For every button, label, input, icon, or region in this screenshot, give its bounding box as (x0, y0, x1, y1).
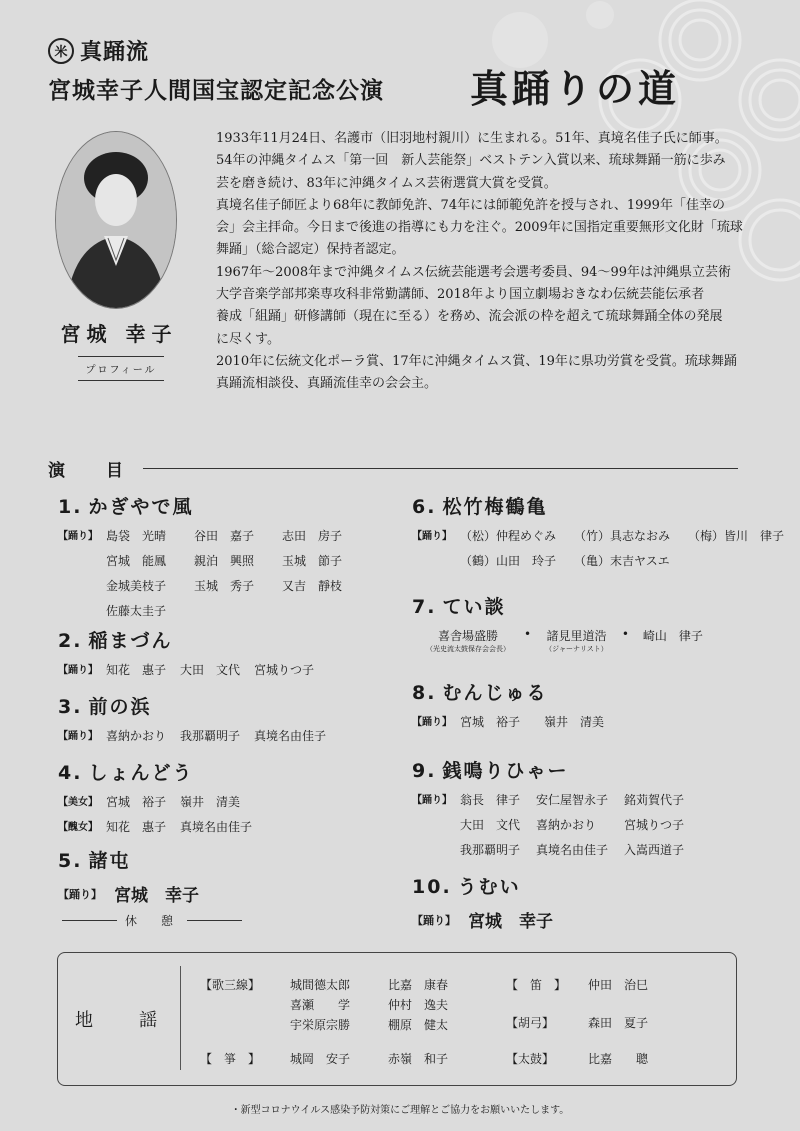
instrument-label: 【歌三線】 (200, 978, 261, 992)
dancer-name: 玉城 秀子 (194, 579, 255, 593)
program-heading (48, 456, 738, 481)
bio-line: 1967年～2008年まで沖縄タイムス伝統芸能選考会選考委員、94～99年は沖縄県立芸術 (216, 264, 731, 280)
dancer-name: （亀）末吉ヤスエ (574, 554, 670, 568)
dancer-name: 宮城 能鳳 (106, 554, 167, 568)
dancer-name: 宮城りつ子 (254, 663, 315, 677)
school-logo (48, 35, 149, 66)
item-number: 1. (58, 496, 83, 518)
musician-row (200, 1016, 448, 1033)
item-number: 7. (412, 596, 437, 618)
musician-row (200, 1050, 448, 1067)
item-number: 5. (58, 850, 83, 872)
musician-name: 森田 夏子 (588, 1016, 649, 1030)
item-title: むんじゅる (442, 682, 548, 704)
musician-name: 宇栄原宗勝 (290, 1018, 351, 1032)
program-item-3 (58, 692, 326, 744)
dancer-name: 我那覇明子 (460, 843, 521, 857)
crest-icon: 米 (48, 38, 74, 64)
role-label: 【踊り】 (58, 887, 102, 901)
dancer-name: （鶴）山田 玲子 (460, 554, 557, 568)
bio-line: 大学音楽学部邦楽専攻科非常勤講師、2018年より国立劇場おきなわ伝統芸能伝承者 (216, 287, 705, 303)
performer-photo (56, 132, 176, 308)
dancer-name: 親泊 興照 (194, 554, 255, 568)
program-item-5 (58, 846, 199, 906)
instrument-label: 【 箏 】 (200, 1052, 261, 1066)
dancer-name: 宮城 幸子 (114, 886, 199, 906)
speaker-name: 喜舎場盛勝 (437, 629, 498, 643)
dancer-name: 安仁屋智永子 (536, 793, 609, 807)
program-item-2 (58, 626, 314, 678)
dancer-name: 真境名由佳子 (536, 843, 609, 857)
musician-row (506, 976, 648, 993)
covid-notice: ・新型コロナウイルス感染予防対策にご理解とご協力をお願いいたします。 (230, 1105, 570, 1116)
program-item-9 (412, 756, 684, 858)
musician-row (200, 976, 448, 993)
item-title: 諸屯 (88, 850, 131, 872)
role-label: 【踊り】 (58, 665, 98, 676)
bio-line: 2010年に伝統文化ポーラ賞、17年に沖縄タイムス賞、19年に県功労賞を受賞。琉球舞踊 (216, 353, 737, 369)
dancer-name: 谷田 嘉子 (194, 529, 255, 543)
item-title: 銭鳴りひゃー (442, 760, 569, 782)
role-label: 【踊り】 (58, 531, 98, 542)
item-number: 3. (58, 696, 83, 718)
dancer-name: 宮城 裕子 (460, 715, 521, 729)
program-item-6 (412, 492, 784, 569)
musician-name: 城間德太郎 (290, 978, 351, 992)
role-label: 【踊り】 (412, 531, 452, 542)
dancer-name: 宮城 幸子 (468, 912, 553, 932)
bio-line: に尽くす。 (216, 331, 280, 347)
dancer-name: 知花 惠子 (106, 663, 167, 677)
dancer-name: 玉城 節子 (282, 554, 343, 568)
role-label: 【踊り】 (412, 795, 452, 806)
instrument-label: 【 笛 】 (506, 978, 567, 992)
item-number: 9. (412, 760, 437, 782)
program-item-1 (58, 492, 356, 619)
dancer-name: 金城美枝子 (106, 579, 167, 593)
divider (180, 966, 181, 1070)
dancer-name: 真境名由佳子 (180, 820, 253, 834)
bio-line: 真踊流相談役、真踊流佳幸の会会主。 (216, 376, 438, 392)
role-label: 【踊り】 (412, 913, 456, 927)
musician-name: 赤嶺 和子 (388, 1052, 449, 1066)
dancer-name: 嶺井 清美 (180, 795, 241, 809)
dancer-name: 島袋 光晴 (106, 529, 167, 543)
item-title: しょんどう (88, 762, 194, 784)
divider (187, 920, 242, 921)
musician-name: 仲村 逸夫 (388, 998, 449, 1012)
item-title: てい談 (442, 596, 506, 618)
item-number: 6. (412, 496, 437, 518)
musician-name: 比嘉 康春 (388, 978, 449, 992)
dancer-name: 翁長 律子 (460, 793, 521, 807)
profile-label: プロフィール (78, 356, 164, 381)
musician-row (506, 1014, 648, 1031)
dancer-name: 大田 文代 (180, 663, 241, 677)
program-item-10 (412, 872, 553, 932)
item-title: かぎやで風 (88, 496, 194, 518)
bullet-icon: • (524, 627, 532, 641)
dancer-name: 志田 房子 (282, 529, 343, 543)
program-heading-label: 演 目 (48, 461, 135, 481)
dancer-name: 又吉 靜枝 (282, 579, 343, 593)
dancer-name: 宮城りつ子 (624, 818, 685, 832)
dancer-name: 真境名由佳子 (254, 729, 327, 743)
program-item-4 (58, 758, 252, 835)
school-name: 真踊流 (80, 39, 150, 65)
program-item-7 (412, 592, 703, 654)
performer-name: 宮城 幸子 (60, 322, 178, 346)
bullet-icon: • (621, 627, 629, 641)
instrument-label: 【胡弓】 (506, 1016, 555, 1030)
musician-name: 仲田 治巳 (588, 978, 649, 992)
dancer-name: （梅）皆川 律子 (688, 529, 785, 543)
musician-name: 喜瀬 学 (290, 998, 351, 1012)
intermission (62, 912, 242, 929)
dancer-name: 銘苅賀代子 (624, 793, 685, 807)
musicians-label: 地 謡 (75, 1010, 171, 1031)
event-title: 宮城幸子人間国宝認定記念公演 (48, 77, 384, 104)
dancer-name: 宮城 裕子 (106, 795, 167, 809)
dancer-name: 我那覇明子 (180, 729, 241, 743)
dancer-name: （松）仲程めぐみ (460, 529, 557, 543)
item-title: 稲まづん (88, 630, 173, 652)
bio-line: 1933年11月24日、名護市（旧羽地村親川）に生まれる。51年、真境名佳子氏に師事。 (216, 131, 728, 146)
dancer-name: 喜納かおり (536, 818, 597, 832)
item-number: 8. (412, 682, 437, 704)
intermission-label: 休 憩 (125, 914, 180, 928)
program-item-8 (412, 678, 604, 730)
divider (62, 920, 117, 921)
bio-line: 芸を磨き続け、83年に沖縄タイムス芸術選賞大賞を受賞。 (216, 175, 557, 191)
item-title: うむい (457, 876, 521, 898)
bio-line: 養成「組踊」研修講師（現在に至る）を務め、流会派の枠を超えて琉球舞踊全体の発展 (216, 309, 723, 325)
item-title: 前の浜 (88, 696, 152, 718)
bio-line: 舞踊」（総合認定）保持者認定。 (216, 242, 405, 258)
dancer-name: 知花 惠子 (106, 820, 167, 834)
speaker-name: 諸見里道浩 (546, 629, 607, 643)
dancer-name: 嶺井 清美 (544, 715, 605, 729)
musician-name: 棚原 健太 (388, 1018, 449, 1032)
bio-line: 真境名佳子師匠より68年に教師免許、74年には師範免許を授与され、1999年「佳幸の (216, 197, 725, 213)
show-title: 真踊りの道 (470, 66, 681, 111)
profile-bio (216, 128, 746, 396)
role-label: 【踊り】 (58, 731, 98, 742)
role-label: 【踊り】 (412, 717, 452, 728)
speaker-affiliation: （ジャーナリスト） (545, 645, 608, 653)
dancer-name: 大田 文代 (460, 818, 521, 832)
dancer-name: 佐藤太圭子 (106, 604, 167, 618)
dancer-name: 入嵩西道子 (624, 843, 685, 857)
speaker-name: 崎山 律子 (642, 629, 703, 643)
role-label: 【醜女】 (58, 822, 98, 833)
musician-name: 城岡 安子 (290, 1052, 351, 1066)
bio-line: 会」会主拝命。今日まで後進の指導にも力を注ぐ。2009年に国指定重要無形文化財「琉球 (216, 220, 743, 236)
musician-row (200, 996, 448, 1013)
speaker-affiliation: （光史流太鼓保存会会長） (426, 645, 510, 653)
item-number: 10. (412, 876, 452, 898)
role-label: 【美女】 (58, 797, 98, 808)
item-number: 4. (58, 762, 83, 784)
divider (143, 468, 738, 469)
bio-line: 54年の沖縄タイムス「第一回 新人芸能祭」ベストテン入賞以来、琉球舞踊一筋に歩み (216, 153, 726, 169)
musician-row (506, 1050, 648, 1067)
instrument-label: 【太鼓】 (506, 1052, 555, 1066)
musician-name: 比嘉 聰 (588, 1052, 649, 1066)
item-number: 2. (58, 630, 83, 652)
item-title: 松竹梅鶴亀 (442, 496, 548, 518)
dancer-name: （竹）具志なおみ (574, 529, 671, 543)
dancer-name: 喜納かおり (106, 729, 167, 743)
